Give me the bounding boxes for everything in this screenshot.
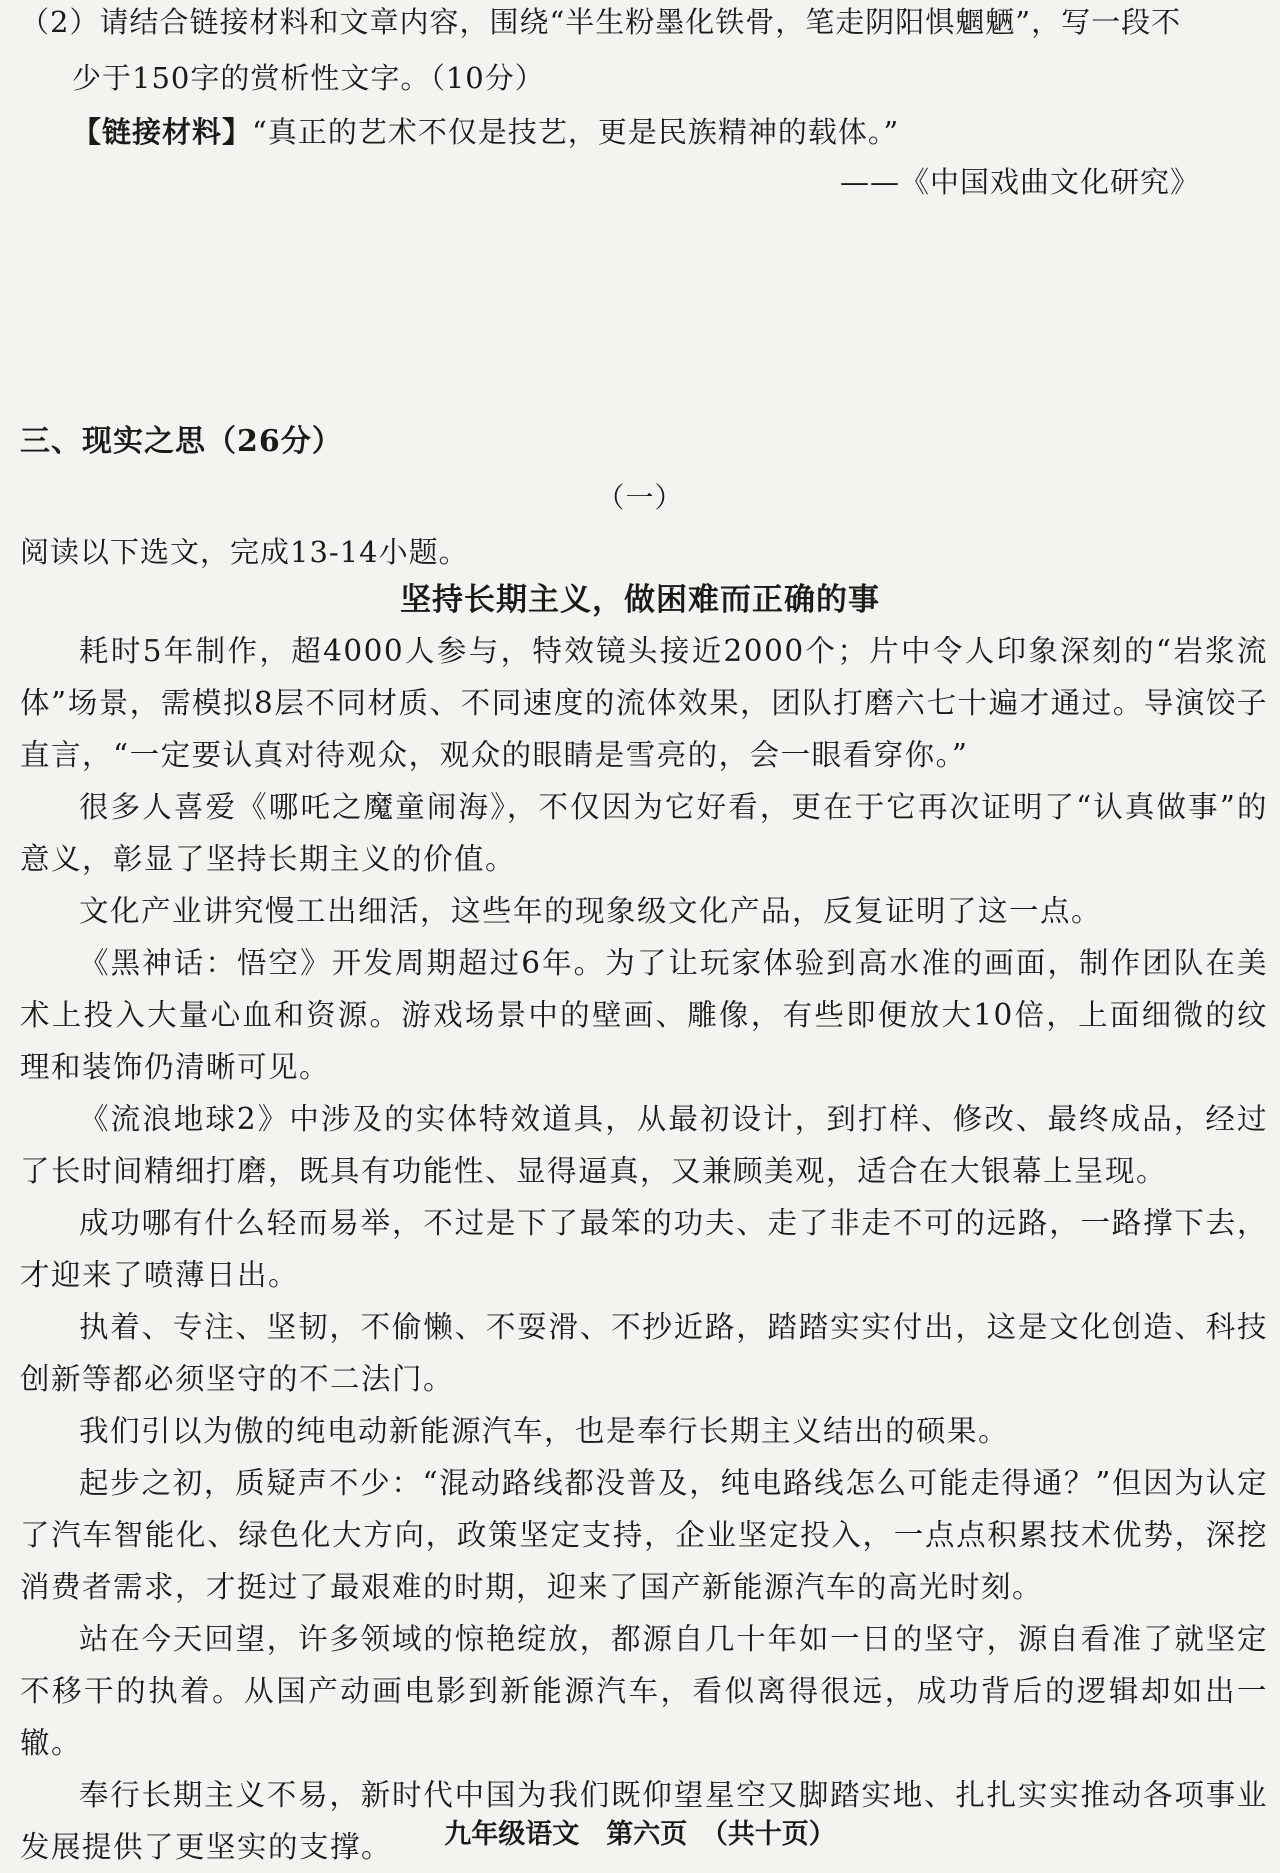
article-paragraph: 文化产业讲究慢工出细活，这些年的现象级文化产品，反复证明了这一点。 (79, 894, 1103, 928)
article-paragraph: 我们引以为傲的纯电动新能源汽车，也是奉行长期主义结出的硕果。 (79, 1414, 1010, 1448)
question-2-line-1: （2）请结合链接材料和文章内容，围绕“半生粉墨化铁骨，笔走阴阳惧魍魉”，写一段不 (20, 5, 1182, 39)
section-3-heading: 三、现实之思（26分） (20, 424, 343, 459)
link-material (72, 112, 899, 152)
question-2-line-2: 少于150字的赏析性文字。（10分） (72, 61, 545, 95)
article-body (20, 625, 1268, 1873)
article-paragraph: 起步之初，质疑声不少：“混动路线都没普及，纯电路线怎么可能走得通？”但因为认定了汽车智能化、绿色化大方向，政策坚定支持，企业坚定投入，一点点积累技术优势，深挖消费者需求，才挺过了最艰难的时期，迎来了国产新能源汽车的高光时刻。 (20, 1466, 1268, 1604)
article-paragraph: 《黑神话：悟空》开发周期超过6年。为了让玩家体验到高水准的画面，制作团队在美术上投入大量心血和资源。游戏场景中的壁画、雕像，有些即便放大10倍，上面细微的纹理和装饰仍清晰可见。 (20, 946, 1268, 1084)
page-footer: 九年级语文 第六页 （共十页） (444, 1819, 836, 1850)
link-material-quote: “真正的艺术不仅是技艺，更是民族精神的载体。” (252, 115, 900, 149)
article-paragraph: 奉行长期主义不易，新时代中国为我们既仰望星空又脚踏实地、扎扎实实推动各项事业发展提供了更坚实的支撑。 (20, 1778, 1268, 1864)
link-material-label: 【链接材料】 (72, 115, 253, 149)
subsection-label: （一） (596, 481, 684, 514)
article-title: 坚持长期主义，做困难而正确的事 (400, 582, 880, 618)
article-paragraph: 《流浪地球2》中涉及的实体特效道具，从最初设计，到打样、修改、最终成品，经过了长时间精细打磨，既具有功能性、显得逼真，又兼顾美观，适合在大银幕上呈现。 (20, 1102, 1268, 1188)
article-paragraph: 很多人喜爱《哪吒之魔童闹海》，不仅因为它好看，更在于它再次证明了“认真做事”的意义，彰显了坚持长期主义的价值。 (20, 790, 1268, 876)
article-paragraph: 执着、专注、坚韧，不偷懒、不耍滑、不抄近路，踏踏实实付出，这是文化创造、科技创新等都必须坚守的不二法门。 (20, 1310, 1268, 1396)
reading-instruction: 阅读以下选文，完成13-14小题。 (20, 535, 469, 569)
article-paragraph: 耗时5年制作，超4000人参与，特效镜头接近2000个；片中令人印象深刻的“岩浆流体”场景，需模拟8层不同材质、不同速度的流体效果，团队打磨六七十遍才通过。导演饺子直言，“一定要认真对待观众，观众的眼睛是雪亮的，会一眼看穿你。” (20, 634, 1268, 772)
link-material-source: ——《中国戏曲文化研究》 (839, 165, 1200, 199)
article-paragraph: 成功哪有什么轻而易举，不过是下了最笨的功夫、走了非走不可的远路，一路撑下去，才迎来了喷薄日出。 (20, 1206, 1268, 1292)
article-paragraph: 站在今天回望，许多领域的惊艳绽放，都源自几十年如一日的坚守，源自看准了就坚定不移干的执着。从国产动画电影到新能源汽车，看似离得很远，成功背后的逻辑却如出一辙。 (20, 1622, 1268, 1760)
